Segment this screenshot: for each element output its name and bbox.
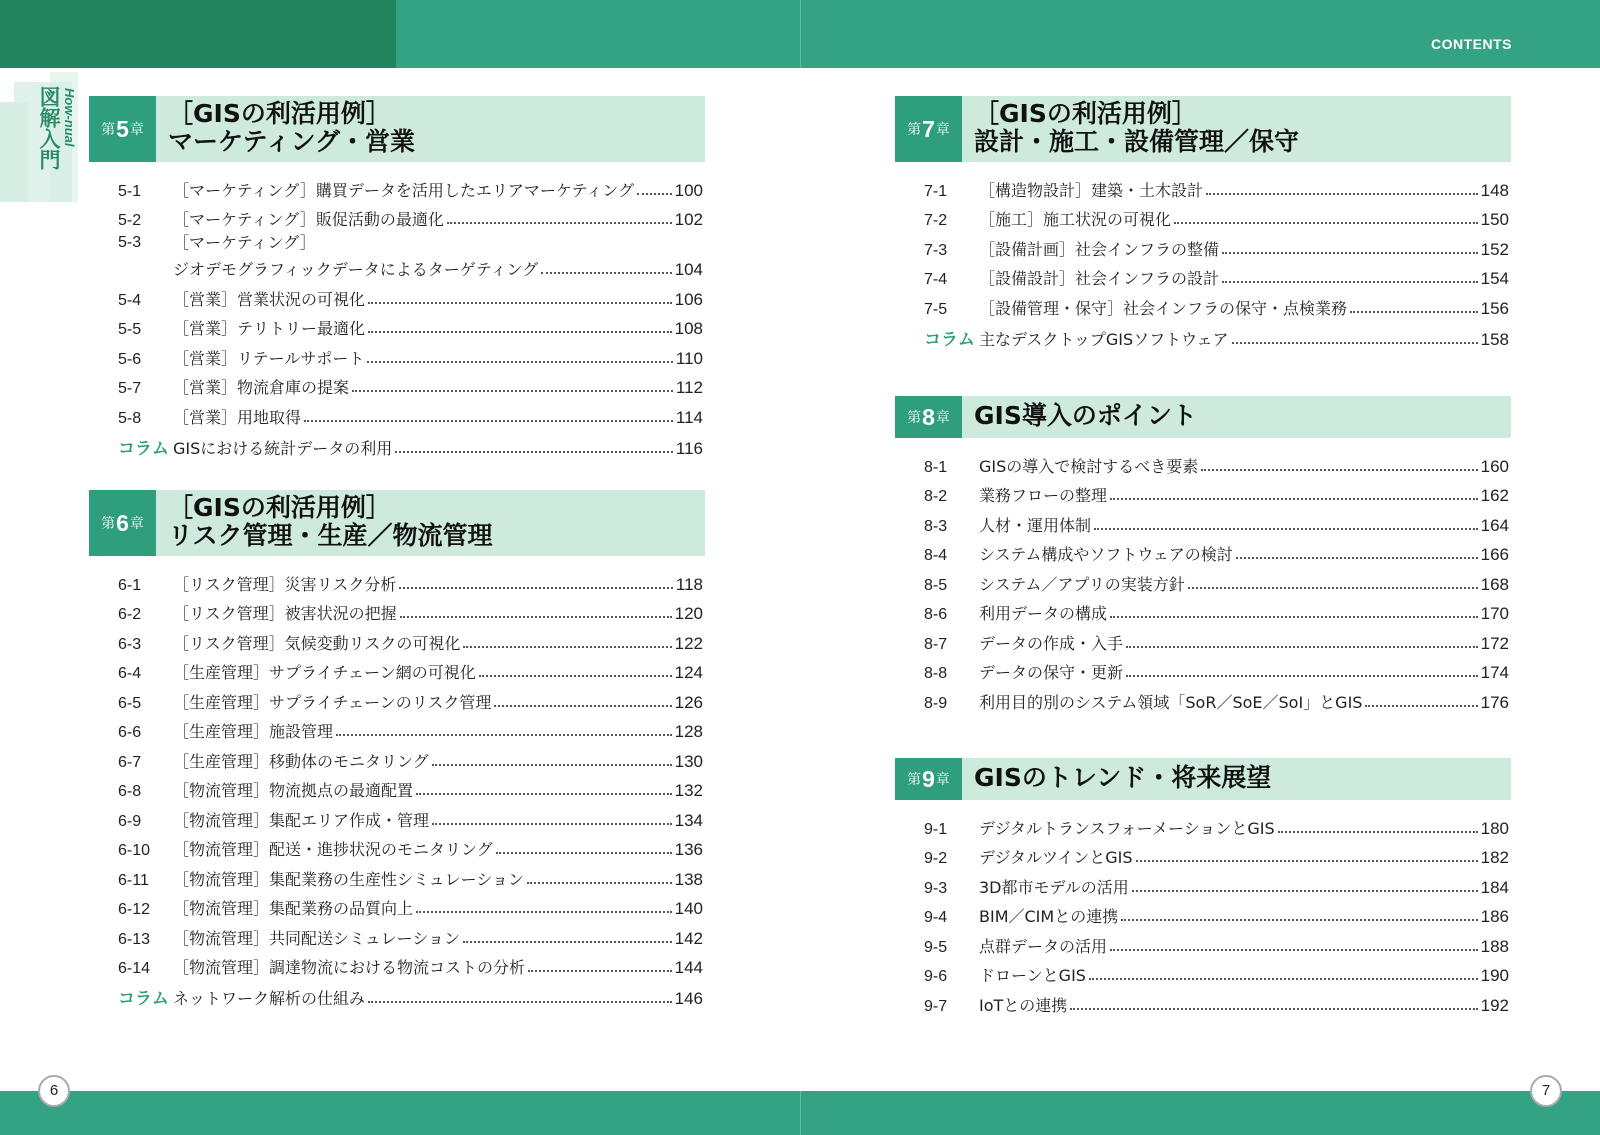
chapter-badge: 第 5 章	[89, 96, 156, 162]
toc-column-entry[interactable]: コラム 主なデスクトップGISソフトウェア 158	[895, 319, 1511, 350]
toc-entry[interactable]: 6-11 ［物流管理］集配業務の生産性シミュレーション 138	[118, 869, 703, 889]
chapter-header	[895, 96, 1511, 162]
toc-entry[interactable]: 6-12 ［物流管理］集配業務の品質向上 140	[118, 899, 703, 918]
toc-entry[interactable]: 5-3 ［マーケティング］ ジオデモグラフィックデータによるターゲティング 104	[118, 233, 703, 279]
toc-entry[interactable]: 6-1 ［リスク管理］災害リスク分析 118	[118, 574, 703, 594]
chapter-badge: 第 9 章	[895, 758, 962, 800]
page-number-right: 7	[1530, 1075, 1562, 1107]
toc-entry[interactable]: 8-2 業務フローの整理 162	[924, 486, 1509, 505]
contents-label: CONTENTS	[1431, 36, 1512, 52]
logo-english: How-nual	[62, 88, 77, 147]
toc-entry[interactable]: 6-6 ［生産管理］施設管理 128	[118, 722, 703, 741]
chapter-header	[895, 396, 1511, 438]
header-band-dark	[0, 0, 396, 68]
toc-entry[interactable]: 9-6 ドローンとGIS 190	[924, 966, 1509, 985]
toc-entry[interactable]: 6-2 ［リスク管理］被害状況の把握 120	[118, 604, 703, 623]
toc-entry[interactable]: 5-6 ［営業］リテールサポート 110	[118, 348, 703, 368]
toc-entry[interactable]: 6-7 ［生産管理］移動体のモニタリング 130	[118, 751, 703, 771]
footer-spine-divider	[800, 1091, 801, 1135]
toc-entry[interactable]: 8-7 データの作成・入手 172	[924, 633, 1509, 653]
chapter-7	[895, 96, 1511, 350]
toc-entry[interactable]: 7-1 ［構造物設計］建築・土木設計 148	[924, 180, 1509, 200]
toc-entry[interactable]: 5-2 ［マーケティング］販促活動の最適化 102	[118, 210, 703, 229]
toc-entry[interactable]: 8-4 システム構成やソフトウェアの検討 166	[924, 545, 1509, 564]
toc-entry[interactable]: 9-7 IoTとの連携 192	[924, 995, 1509, 1015]
chapter-6	[89, 490, 705, 1009]
toc-entry[interactable]: 9-1 デジタルトランスフォーメーションとGIS 180	[924, 818, 1509, 838]
book-series-logo	[0, 72, 78, 202]
toc-entry[interactable]: 6-10 ［物流管理］配送・進捗状況のモニタリング 136	[118, 840, 703, 859]
column-label: コラム	[118, 438, 169, 459]
toc-entry[interactable]: 6-4 ［生産管理］サプライチェーン網の可視化 124	[118, 663, 703, 682]
toc-entry[interactable]: 7-3 ［設備計画］社会インフラの整備 152	[924, 239, 1509, 259]
toc-entry[interactable]: 5-7 ［営業］物流倉庫の提案 112	[118, 378, 703, 397]
chapter-title: GIS導入のポイント	[974, 401, 1197, 430]
toc-entry[interactable]: 6-3 ［リスク管理］気候変動リスクの可視化 122	[118, 633, 703, 653]
chapter-title: ［GISの利活用例］ マーケティング・営業	[168, 99, 416, 156]
toc-entry[interactable]: 9-5 点群データの活用 188	[924, 936, 1509, 956]
chapter-9	[895, 758, 1511, 1016]
spine-divider	[800, 0, 801, 68]
toc-column-entry[interactable]: コラム GISにおける統計データの利用 116	[89, 428, 705, 459]
logo-title: 図解入門	[37, 86, 61, 170]
column-label: コラム	[924, 329, 975, 350]
chapter-title: GISのトレンド・将来展望	[974, 763, 1272, 792]
toc-entry[interactable]: 9-2 デジタルツインとGIS 182	[924, 848, 1509, 867]
toc-entry[interactable]: 5-8 ［営業］用地取得 114	[118, 407, 703, 427]
toc-entry[interactable]: 7-5 ［設備管理・保守］社会インフラの保守・点検業務 156	[924, 298, 1509, 318]
chapter-title: ［GISの利活用例］ 設計・施工・設備管理／保守	[974, 99, 1300, 156]
chapter-title: ［GISの利活用例］ リスク管理・生産／物流管理	[168, 493, 493, 550]
column-label: コラム	[118, 989, 169, 1009]
header-band	[396, 0, 1600, 68]
page-number-left: 6	[38, 1075, 70, 1107]
toc-entry[interactable]: 5-4 ［営業］営業状況の可視化 106	[118, 289, 703, 309]
toc-entry[interactable]: 7-4 ［設備設計］社会インフラの設計 154	[924, 269, 1509, 288]
chapter-header	[895, 758, 1511, 800]
toc-entry[interactable]: 7-2 ［施工］施工状況の可視化 150	[924, 210, 1509, 229]
toc-entry[interactable]: 6-9 ［物流管理］集配エリア作成・管理 134	[118, 810, 703, 830]
chapter-header	[89, 96, 705, 162]
toc-entry[interactable]: 6-8 ［物流管理］物流拠点の最適配置 132	[118, 781, 703, 800]
toc-entry[interactable]: 8-9 利用目的別のシステム領域「SoR／SoE／SoI」とGIS 176	[924, 692, 1509, 712]
chapter-8	[895, 396, 1511, 713]
toc-entry[interactable]: 5-5 ［営業］テリトリー最適化 108	[118, 319, 703, 338]
toc-entry[interactable]: 8-1 GISの導入で検討するべき要素 160	[924, 456, 1509, 476]
chapter-badge: 第 7 章	[895, 96, 962, 162]
chapter-5	[89, 96, 705, 459]
chapter-badge: 第 8 章	[895, 396, 962, 438]
toc-entry[interactable]: 8-5 システム／アプリの実装方針 168	[924, 574, 1509, 594]
chapter-header	[89, 490, 705, 556]
toc-entry[interactable]: 8-6 利用データの構成 170	[924, 604, 1509, 623]
toc-entry[interactable]: 9-4 BIM／CIMとの連携 186	[924, 907, 1509, 926]
toc-entry[interactable]: 8-8 データの保守・更新 174	[924, 663, 1509, 682]
toc-entry[interactable]: 9-3 3D都市モデルの活用 184	[924, 877, 1509, 897]
toc-entry[interactable]: 6-14 ［物流管理］調達物流における物流コストの分析 144	[118, 958, 703, 977]
toc-entry[interactable]: 8-3 人材・運用体制 164	[924, 515, 1509, 535]
toc-entry[interactable]: 6-13 ［物流管理］共同配送シミュレーション 142	[118, 928, 703, 948]
chapter-badge: 第 6 章	[89, 490, 156, 556]
toc-column-entry[interactable]: コラム ネットワーク解析の仕組み 146	[89, 978, 705, 1009]
toc-entry[interactable]: 6-5 ［生産管理］サプライチェーンのリスク管理 126	[118, 692, 703, 712]
toc-entry[interactable]: 5-1 ［マーケティング］購買データを活用したエリアマーケティング 100	[118, 180, 703, 200]
